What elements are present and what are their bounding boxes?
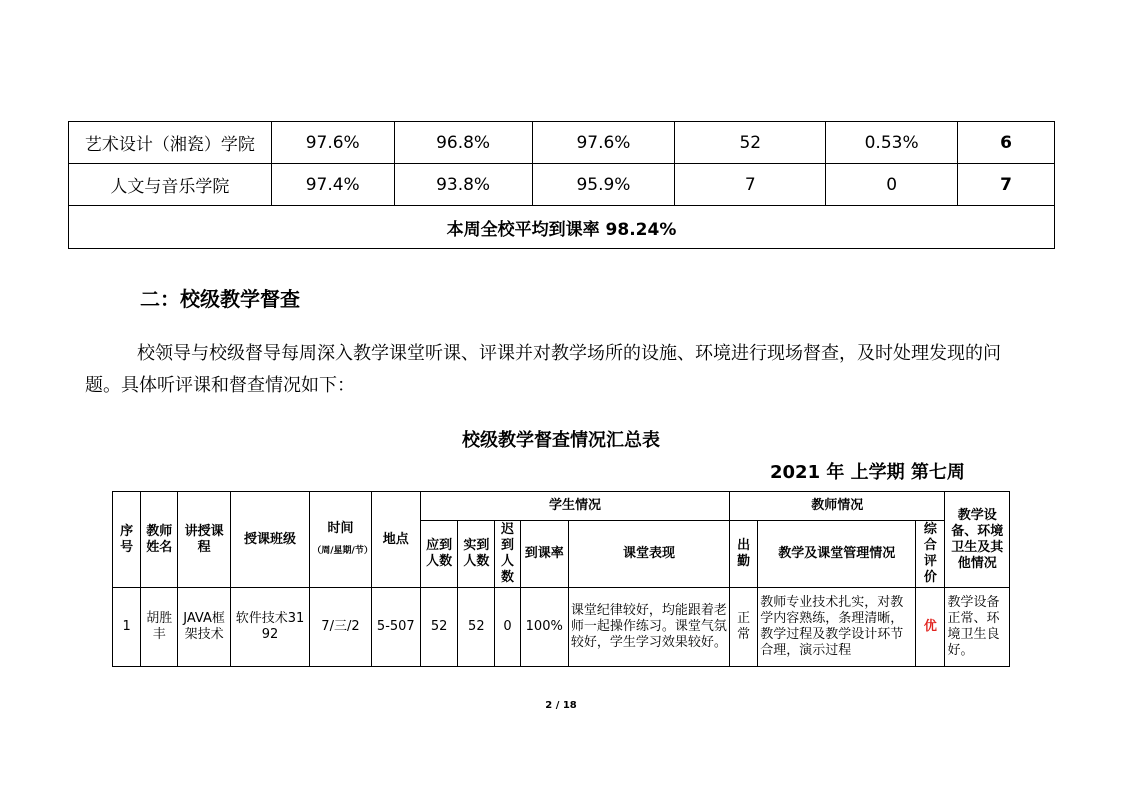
row-evaluation: 优	[916, 588, 945, 667]
row-expected: 52	[420, 588, 457, 667]
table-cell: 97.4%	[271, 164, 394, 206]
table-cell: 0.53%	[826, 122, 958, 164]
header-row	[113, 492, 1010, 521]
table-title: 校级教学督查情况汇总表	[462, 430, 660, 451]
row-teacher: 胡胜丰	[141, 588, 178, 667]
page-number: 2 / 18	[545, 700, 577, 711]
header-seq: 序号	[113, 492, 141, 588]
header-time-sub: （周/星期/节）	[312, 545, 373, 556]
header-behavior: 课堂表现	[568, 521, 729, 588]
body-paragraph: 校领导与校级督导每周深入教学课堂听课、评课并对教学场所的设施、环境进行现场督查，及时处理发现的问题。具体听评课和督查情况如下：	[85, 343, 1001, 396]
table-cell: 0	[826, 164, 958, 206]
college-name: 人文与音乐学院	[69, 164, 272, 206]
section-heading: 二：校级教学督查	[140, 287, 300, 311]
average-attendance: 本周全校平均到课率 98.24%	[69, 206, 1055, 249]
rank-cell: 7	[958, 164, 1055, 206]
table-cell: 52	[675, 122, 826, 164]
header-late: 迟到人数	[495, 521, 520, 588]
header-rate: 到课率	[520, 521, 568, 588]
row-attendance: 正常	[730, 588, 758, 667]
attendance-stats-table	[68, 121, 1055, 249]
header-attendance: 出勤	[730, 521, 758, 588]
row-facilities: 教学设备正常、环境卫生良好。	[945, 588, 1010, 667]
row-management: 教师专业技术扎实，对教学内容熟练，条理清晰，教学过程及教学设计环节合理，演示过程	[758, 588, 916, 667]
header-time	[310, 492, 371, 588]
table-cell: 95.9%	[532, 164, 675, 206]
table-row	[113, 588, 1010, 667]
table-row	[69, 122, 1055, 164]
header-course: 讲授课程	[178, 492, 230, 588]
header-time-label: 时间	[327, 520, 354, 536]
table-cell: 93.8%	[394, 164, 532, 206]
college-name: 艺术设计（湘瓷）学院	[69, 122, 272, 164]
row-late: 0	[495, 588, 520, 667]
row-time: 7/三/2	[310, 588, 371, 667]
header-expected: 应到人数	[420, 521, 457, 588]
row-location: 5-507	[371, 588, 420, 667]
header-student-group: 学生情况	[420, 492, 729, 521]
header-management: 教学及课堂管理情况	[758, 521, 916, 588]
header-facilities: 教学设备、环境卫生及其他情况	[945, 492, 1010, 588]
table-cell: 96.8%	[394, 122, 532, 164]
table-cell: 97.6%	[532, 122, 675, 164]
header-teacher: 教师姓名	[141, 492, 178, 588]
table-cell: 7	[675, 164, 826, 206]
header-location: 地点	[371, 492, 420, 588]
header-teacher-group: 教师情况	[730, 492, 945, 521]
supervision-table	[112, 491, 1010, 667]
row-seq: 1	[113, 588, 141, 667]
table-row	[69, 164, 1055, 206]
row-course: JAVA框架技术	[178, 588, 230, 667]
table-cell: 97.6%	[271, 122, 394, 164]
rank-cell: 6	[958, 122, 1055, 164]
row-behavior: 课堂纪律较好，均能跟着老师一起操作练习。课堂气氛较好，学生学习效果较好。	[568, 588, 729, 667]
row-actual: 52	[458, 588, 495, 667]
term-line: 2021 年 上学期 第七周	[770, 462, 965, 483]
header-evaluation: 综合评价	[916, 521, 945, 588]
header-class: 授课班级	[230, 492, 310, 588]
table-row	[69, 206, 1055, 249]
header-actual: 实到人数	[458, 521, 495, 588]
row-rate: 100%	[520, 588, 568, 667]
row-class: 软件技术3192	[230, 588, 310, 667]
